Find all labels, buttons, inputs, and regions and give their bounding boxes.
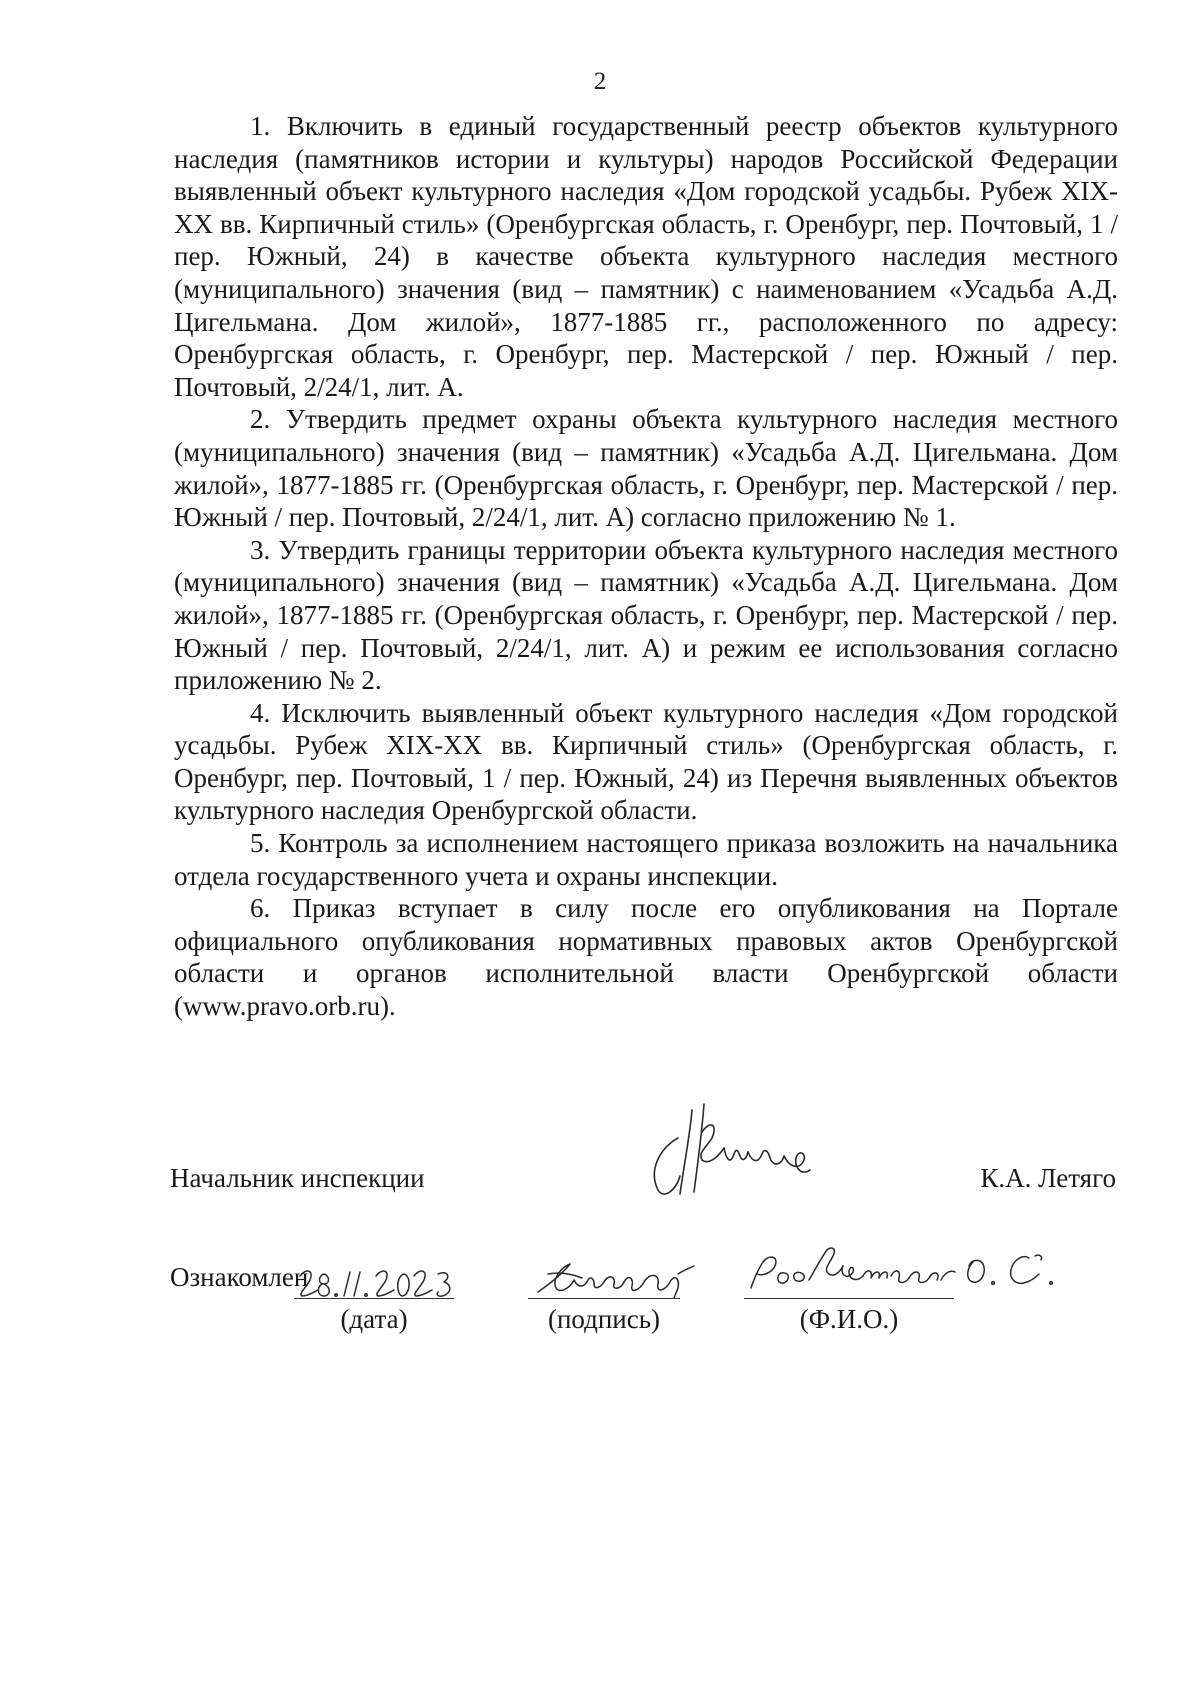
page-number: 2 [593,68,607,95]
signature-caption: (подпись) [547,1304,661,1334]
order-clause-4: 4. Исключить выявленный объект культурного наследия «Дом городской усадьбы. Рубеж XIX-XX вв. Кирпичный стиль» (Оренбургская область, г. Оренбург, пер. Почтовый, 1 / пер. Южный, 24) из Перечня выявленных объектов культурного наследия Оренбургской области. [174,697,1118,826]
acknowledgement-fio-drawing [745,1240,1075,1300]
acknowledgement-label: Ознакомлен [170,1262,309,1292]
signatory-name: К.А. Летяго [980,1163,1116,1193]
order-clause-2: 2. Утвердить предмет охраны объекта культурного наследия местного (муниципального) значения (вид – памятник) «Усадьба А.Д. Цигельмана. Дом жилой», 1877-1885 гг. (Оренбургская область, г. Оренбург, пер. Мастерской / пер. Южный / пер. Почтовый, 2/24/1, лит. А) согласно приложению № 1. [174,404,1118,533]
order-clause-3: 3. Утвердить границы территории объекта культурного наследия местного (муниципального) значения (вид – памятник) «Усадьба А.Д. Цигельмана. Дом жилой», 1877-1885 гг. (Оренбургская область, г. Оренбург, пер. Мастерской / пер. Южный / пер. Почтовый, 2/24/1, лит. А) и режим ее использования согласно приложению № 2. [174,534,1118,696]
order-clause-5: 5. Контроль за исполнением настоящего приказа возложить на начальника отдела государственного учета и охраны инспекции. [174,828,1118,891]
date-underline [294,1298,454,1299]
order-body [174,110,1118,1023]
fio-caption: (Ф.И.О.) [799,1304,899,1334]
handwritten-date-drawing [296,1262,456,1302]
fio-underline [744,1298,954,1299]
head-signature-drawing [640,1090,830,1210]
acknowledgement-signature-drawing [530,1254,700,1300]
date-caption: (дата) [340,1304,408,1334]
signatory-position: Начальник инспекции [170,1163,425,1193]
order-clause-1: 1. Включить в единый государственный реестр объектов культурного наследия (памятников истории и культуры) народов Российской Федерации выявленный объект культурного наследия «Дом городской усадьбы. Рубеж XIX-XX вв. Кирпичный стиль» (Оренбургская область, г. Оренбург, пер. Почтовый, 1 / пер. Южный, 24) в качестве объекта культурного наследия местного (муниципального) значения (вид – памятник) с наименованием «Усадьба А.Д. Цигельмана. Дом жилой», 1877-1885 гг., расположенного по адресу: Оренбургская область, г. Оренбург, пер. Мастерской / пер. Южный / пер. Почтовый, 2/24/1, лит. А. [174,111,1118,402]
signature-underline [528,1298,680,1299]
order-clause-6: 6. Приказ вступает в силу после его опубликования на Портале официального опубликования нормативных правовых актов Оренбургской области и органов исполнительной власти Оренбургской области (www.pravo.orb.ru). [174,893,1118,1022]
